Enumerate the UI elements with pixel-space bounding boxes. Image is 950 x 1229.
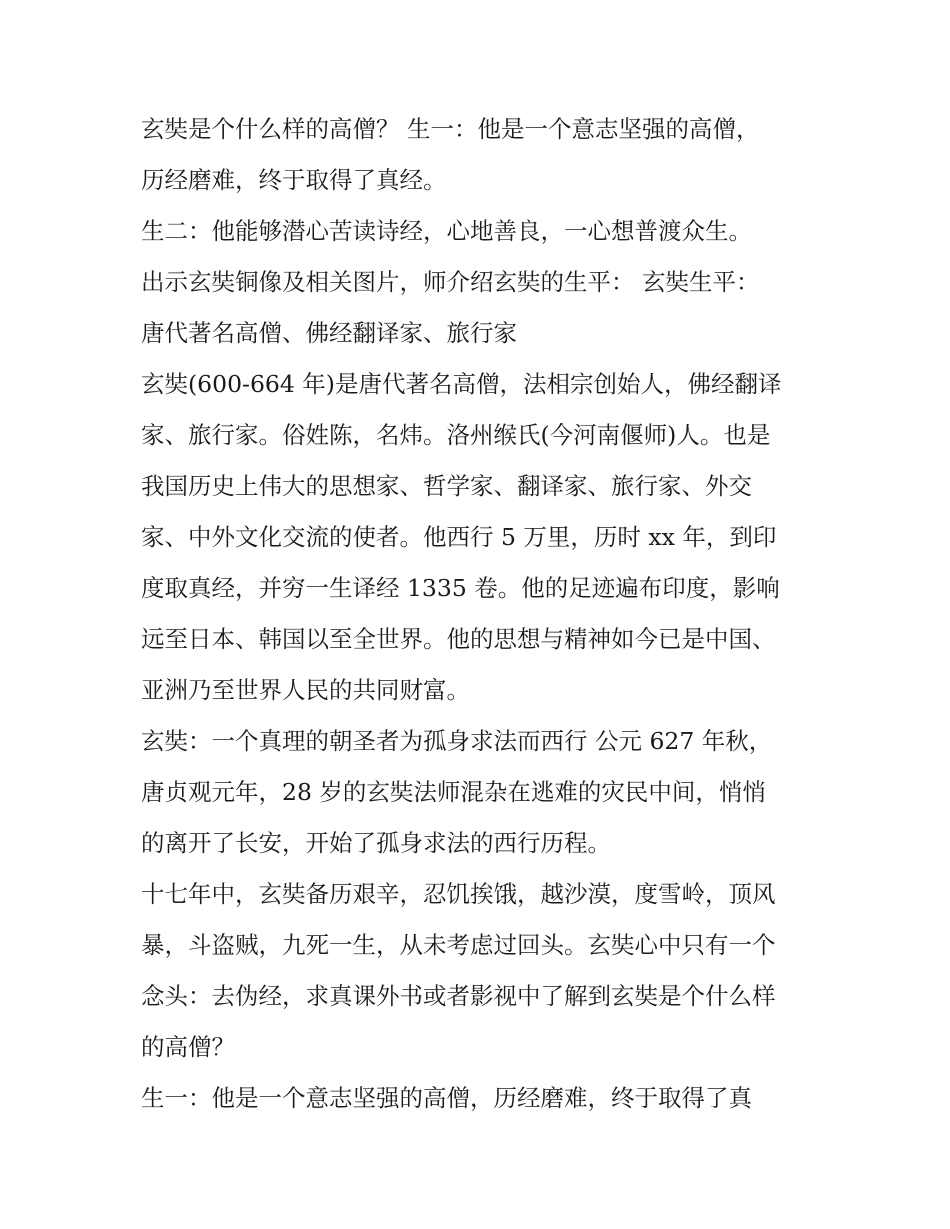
text-line: 历经磨难，终于取得了真经。 (141, 166, 447, 194)
text-line: 玄奘是个什么样的高僧？ 生一：他是一个意志坚强的高僧， (141, 115, 760, 143)
text-line: 的高僧？ (141, 1033, 235, 1061)
text-line: 念头：去伪经，求真课外书或者影视中了解到玄奘是个什么样 (141, 982, 776, 1010)
text-line: 暴，斗盗贼，九死一生，从未考虑过回头。玄奘心中只有一个 (141, 931, 776, 959)
text-line: 玄奘：一个真理的朝圣者为孤身求法而西行 公元 627 年秋， (141, 727, 773, 755)
text-line: 家、旅行家。俗姓陈，名炜。洛州缑氏(今河南偃师)人。也是 (141, 421, 771, 449)
text-line: 唐代著名高僧、佛经翻译家、旅行家 (141, 319, 517, 347)
text-line: 远至日本、韩国以至全世界。他的思想与精神如今已是中国、 (141, 625, 776, 653)
text-line: 出示玄奘铜像及相关图片，师介绍玄奘的生平： 玄奘生平： (141, 268, 760, 296)
text-line: 生二：他能够潜心苦读诗经，心地善良，一心想普渡众生。 (141, 217, 752, 245)
text-line: 度取真经，并穷一生译经 1335 卷。他的足迹遍布印度，影响 (141, 574, 780, 602)
text-line: 生一：他是一个意志坚强的高僧，历经磨难，终于取得了真 (141, 1084, 752, 1112)
text-line: 亚洲乃至世界人民的共同财富。 (141, 676, 470, 704)
text-line: 玄奘(600-664 年)是唐代著名高僧，法相宗创始人，佛经翻译 (141, 370, 782, 398)
document-body (141, 104, 821, 1124)
text-line: 的离开了长安，开始了孤身求法的西行历程。 (141, 829, 611, 857)
text-line: 十七年中，玄奘备历艰辛，忍饥挨饿，越沙漠，度雪岭，顶风 (141, 880, 776, 908)
text-line: 唐贞观元年，28 岁的玄奘法师混杂在逃难的灾民中间，悄悄 (141, 778, 766, 806)
text-line: 家、中外文化交流的使者。他西行 5 万里，历时 xx 年，到印 (141, 523, 777, 551)
text-line: 我国历史上伟大的思想家、哲学家、翻译家、旅行家、外交 (141, 472, 752, 500)
